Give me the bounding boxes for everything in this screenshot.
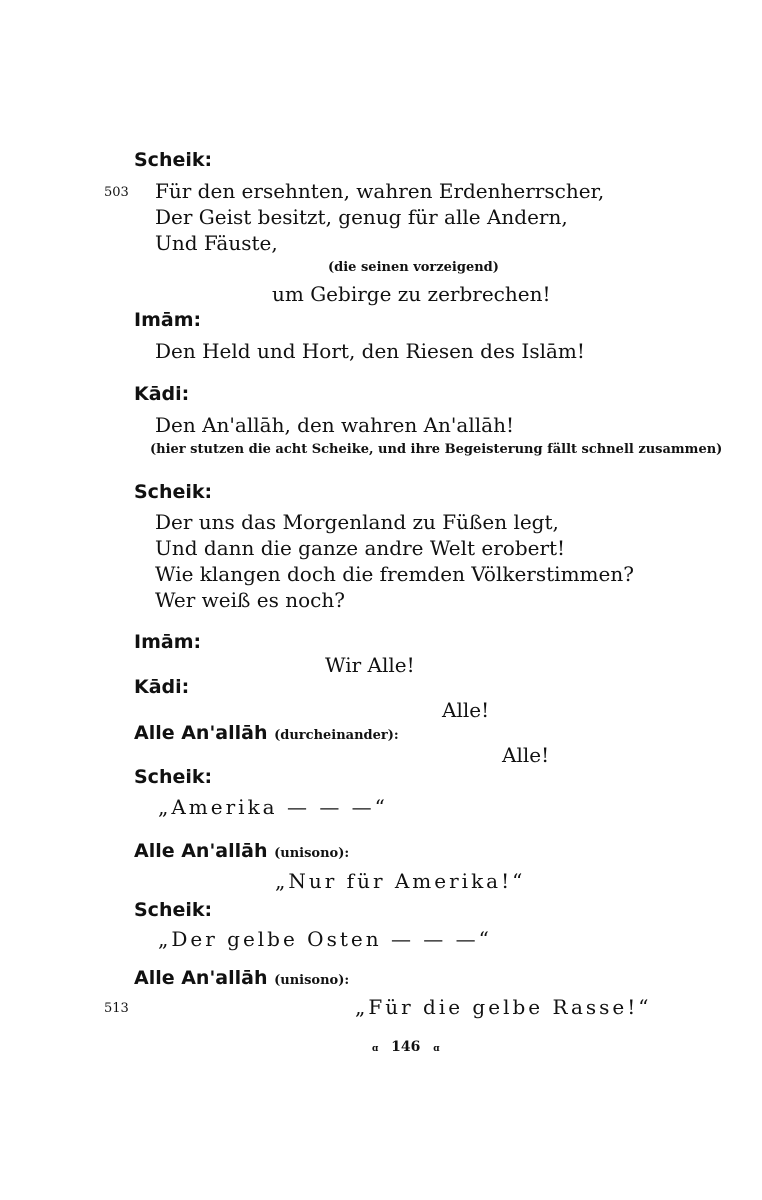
line-number: 503 xyxy=(104,185,129,200)
speaker-scheik: Scheik: xyxy=(134,481,213,503)
speaker-direction: (durcheinander): xyxy=(274,728,399,743)
stage-direction: (hier stutzen die acht Scheike, und ihre Begeisterung fällt schnell zusammen) xyxy=(150,442,723,457)
page-number-text: 146 xyxy=(391,1039,421,1055)
speaker-imam: Imām: xyxy=(134,309,202,331)
verse-line: Alle! xyxy=(442,698,490,722)
speaker-name: Alle An'allāh xyxy=(134,840,268,862)
speaker-alle-anallah xyxy=(134,969,349,988)
verse-line: „Amerika — — —“ xyxy=(158,795,388,819)
verse-line: Der uns das Morgenland zu Füßen legt, xyxy=(155,510,559,534)
ornament-icon: ɑ xyxy=(372,1044,379,1054)
verse-line: „Der gelbe Osten — — —“ xyxy=(158,927,492,951)
speaker-kadi: Kādi: xyxy=(134,676,190,698)
verse-line: Wer weiß es noch? xyxy=(155,588,345,612)
verse-line: Für den ersehnten, wahren Erdenherrscher, xyxy=(155,179,605,203)
speaker-kadi: Kādi: xyxy=(134,383,190,405)
speaker-scheik: Scheik: xyxy=(134,899,213,921)
verse-line: Den Held und Hort, den Riesen des Islām! xyxy=(155,339,585,363)
speaker-imam: Imām: xyxy=(134,631,202,653)
verse-line: Und dann die ganze andre Welt erobert! xyxy=(155,536,566,560)
speaker-name: Alle An'allāh xyxy=(134,722,268,744)
speaker-direction: (unisono): xyxy=(274,973,350,988)
ornament-icon: ɑ xyxy=(433,1044,440,1054)
verse-line: „Nur für Amerika!“ xyxy=(275,869,526,893)
verse-line: Den An'allāh, den wahren An'allāh! xyxy=(155,413,514,437)
speaker-scheik: Scheik: xyxy=(134,766,213,788)
speaker-scheik: Scheik: xyxy=(134,149,213,171)
speaker-alle-anallah xyxy=(134,724,399,743)
speaker-direction: (unisono): xyxy=(274,846,350,861)
verse-line: Wir Alle! xyxy=(325,653,415,677)
speaker-name: Alle An'allāh xyxy=(134,967,268,989)
speaker-alle-anallah xyxy=(134,842,349,861)
verse-line: Wie klangen doch die fremden Völkerstimmen? xyxy=(155,562,634,586)
page-number xyxy=(372,1040,440,1054)
verse-line: „Für die gelbe Rasse!“ xyxy=(355,995,652,1019)
line-number: 513 xyxy=(104,1001,129,1016)
verse-line: um Gebirge zu zerbrechen! xyxy=(272,282,551,306)
verse-line: Alle! xyxy=(502,743,550,767)
stage-direction: (die seinen vorzeigend) xyxy=(328,260,499,275)
verse-line: Der Geist besitzt, genug für alle Andern, xyxy=(155,205,568,229)
verse-line: Und Fäuste, xyxy=(155,231,278,255)
